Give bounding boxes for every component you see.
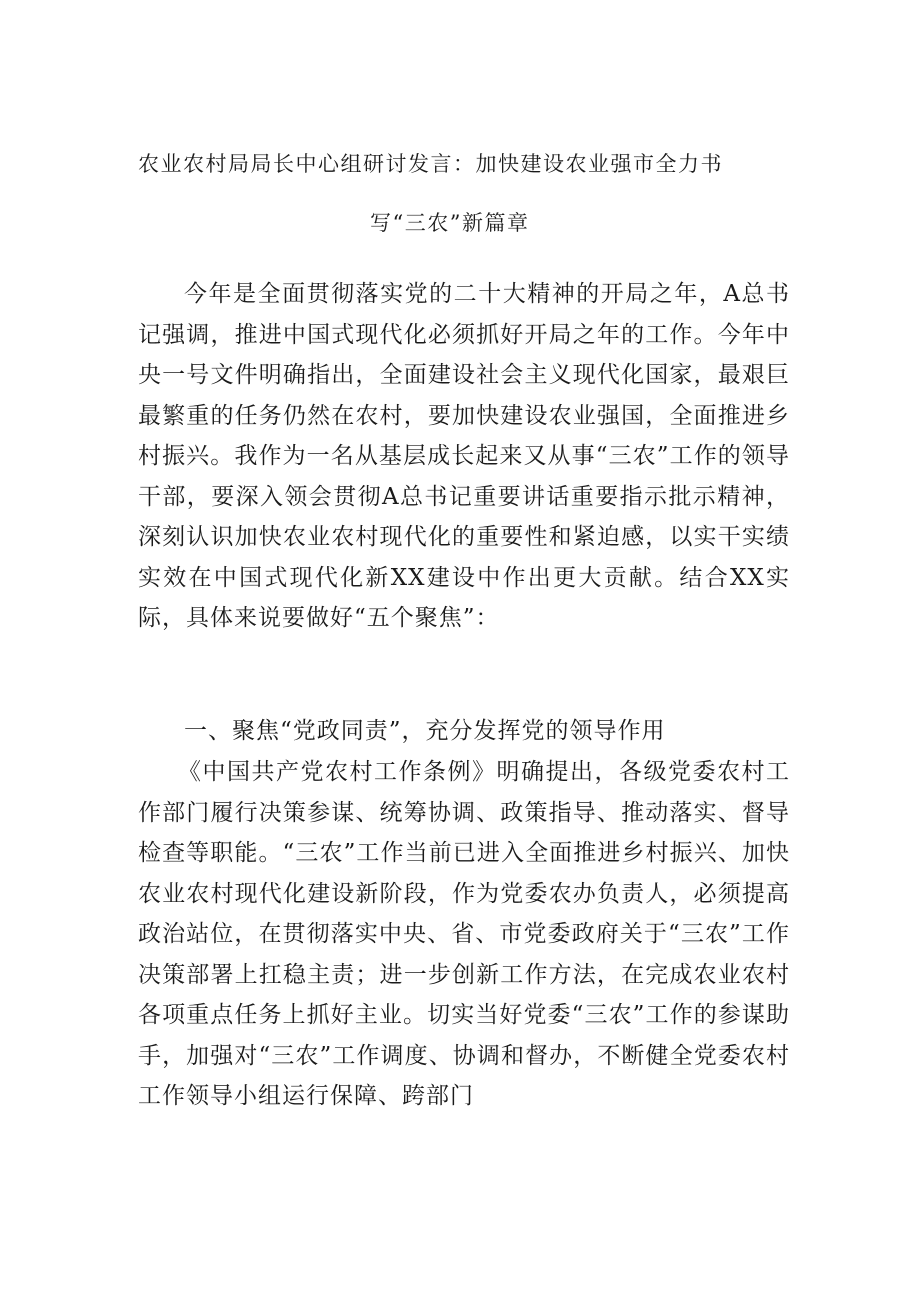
section-1-paragraph: 《中国共产党农村工作条例》明确提出，各级党委农村工作部门履行决策参谋、统筹协调、政策指导、推动落实、督导检查等职能。“三农”工作当前已进入全面推进乡村振兴、加快农业农村现代化建设新阶段，作为党委农办负责人，必须提高政治站位，在贯彻落实中央、省、市党委政府关于“三农”工作决策部署上扛稳主责；进一步创新工作方法，在完成农业农村各项重点任务上抓好主业。切实当好党委“三农”工作的参谋助手，加强对“三农”工作调度、协调和督办，不断健全党委农村工作领导小组运行保障、跨部门: [138, 759, 790, 1109]
document-title-line-2: 写“三农”新篇章: [370, 211, 530, 235]
intro-paragraph: 今年是全面贯彻落实党的二十大精神的开局之年，A总书记强调，推进中国式现代化必须抓好开局之年的工作。今年中央一号文件明确指出，全面建设社会主义现代化国家，最艰巨最繁重的任务仍然在农村，要加快建设农业强国，全面推进乡村振兴。我作为一名从基层成长起来又从事“三农”工作的领导干部，要深入领会贯彻A总书记重要讲话重要指示批示精神，深刻认识加快农业农村现代化的重要性和紧迫感，以实干实绩实效在中国式现代化新XX建设中作出更大贡献。结合XX实际，具体来说要做好“五个聚焦”：: [138, 281, 790, 631]
section-1-heading: 一、聚焦“党政同责”，充分发挥党的领导作用: [184, 718, 666, 744]
document-title-line-1: 农业农村局局长中心组研讨发言：加快建设农业强市全力书: [138, 152, 723, 176]
